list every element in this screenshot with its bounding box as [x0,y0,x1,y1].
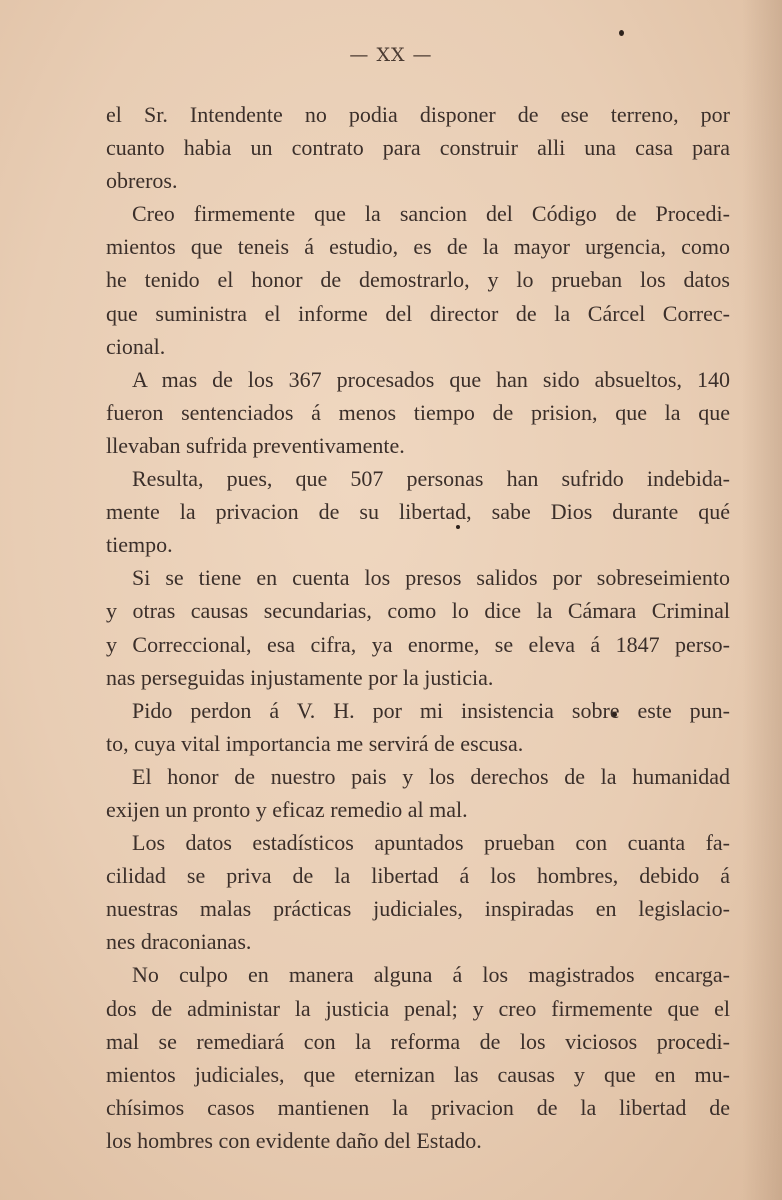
text-line: nas perseguidas injustamente por la justicia. [106,664,494,690]
ink-speck [619,30,624,36]
paragraph-start-line: Los datos estadísticos apuntados prueban con cuanta fa- [132,830,730,856]
text-line: mientos judiciales, que eternizan las causas y que en mu- [106,1061,730,1087]
text-line: cional. [106,333,166,359]
text-line: y Correccional, esa cifra, ya enorme, se eleva á 1847 perso- [106,631,730,657]
text-line: obreros. [106,168,178,194]
paragraph-start-line: Si se tiene en cuenta los presos salidos por sobreseimiento [132,565,730,591]
text-line: nuestras malas prácticas judiciales, inspiradas en legislacio- [106,896,730,922]
text-line: llevaban sufrida preventivamente. [106,432,405,458]
text-line: el Sr. Intendente no podia disponer de ese terreno, por [106,102,730,127]
text-line: he tenido el honor de demostrarlo, y lo prueban los datos [106,267,730,293]
text-line: cuanto habia un contrato para construir alli una casa para [106,135,730,161]
text-line: exijen un pronto y eficaz remedio al mal. [106,796,468,822]
page-number: — XX — [349,44,433,66]
text-line: y otras causas secundarias, como lo dice la Cámara Criminal [106,598,730,624]
paragraph-start-line: Pido perdon á V. H. por mi insistencia sobre este pun- [132,697,730,723]
text-line: mal se remediará con la reforma de los viciosos procedi- [106,1028,730,1054]
text-line: fueron sentenciados á menos tiempo de prision, que la que [106,399,730,425]
text-line: to, cuya vital importancia me servirá de escusa. [106,730,524,756]
page-edge-shadow [742,0,782,1200]
text-line: cilidad se priva de la libertad á los hombres, debido á [106,863,730,889]
body-text [106,98,730,1157]
paragraph-start-line: A mas de los 367 procesados que han sido absueltos, 140 [132,366,730,392]
text-line: chísimos casos mantienen la privacion de la libertad de [106,1094,730,1120]
text-line: tiempo. [106,532,173,558]
paragraph-start-line: Creo firmemente que la sancion del Código de Procedi- [132,201,730,227]
paragraph-start-line: Resulta, pues, que 507 personas han sufrido indebida- [132,466,730,492]
text-line: mente la privacion de su libertad, sabe Dios durante qué [106,499,730,525]
text-line: que suministra el informe del director de la Cárcel Correc- [106,300,730,326]
paragraph-start-line: No culpo en manera alguna á los magistrados encarga- [132,962,730,988]
text-line: los hombres con evidente daño del Estado. [106,1127,482,1153]
text-line: nes draconianas. [106,929,252,955]
text-line: dos de administar la justicia penal; y creo firmemente que el [106,995,730,1021]
paragraph-start-line: El honor de nuestro pais y los derechos de la humanidad [132,763,730,789]
text-line: mientos que teneis á estudio, es de la mayor urgencia, como [106,234,730,260]
